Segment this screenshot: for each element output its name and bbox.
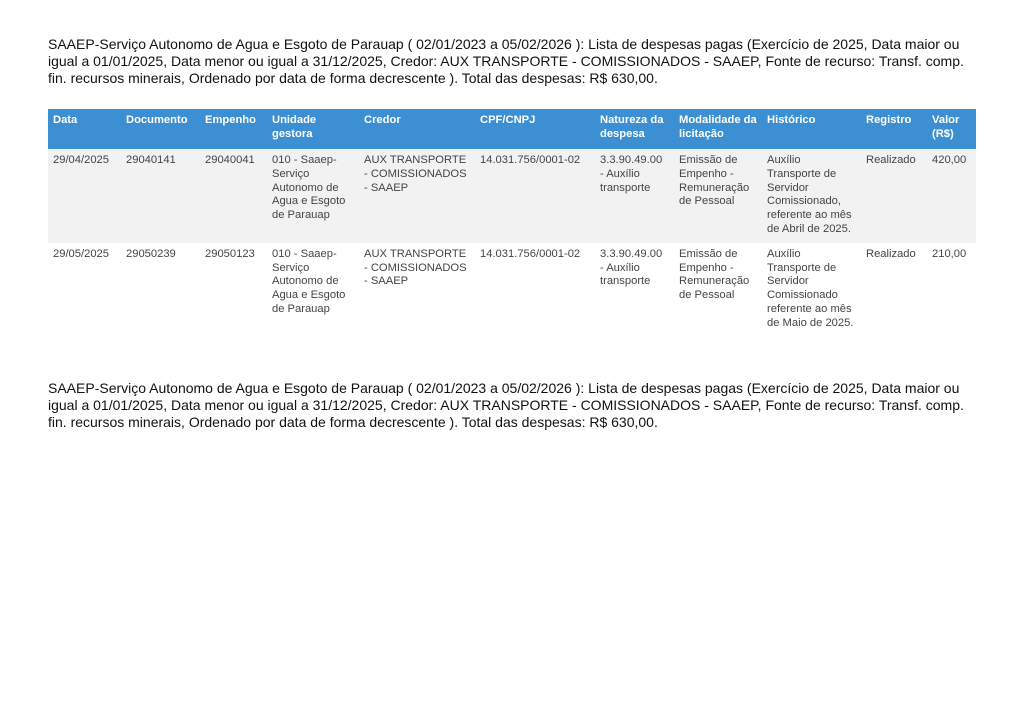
header-credor: Credor	[359, 109, 475, 149]
table-row	[48, 243, 976, 337]
cell-historico: Auxílio Transporte de Servidor Comissionado, referente ao mês de Abril de 2025.	[762, 149, 861, 243]
header-natureza: Natureza da despesa	[595, 109, 674, 149]
cell-unidade-gestora: 010 - Saaep-Serviço Autonomo de Agua e Esgoto de Parauap	[267, 243, 359, 337]
header-historico: Histórico	[762, 109, 861, 149]
expenses-table	[48, 109, 976, 337]
cell-documento: 29050239	[121, 243, 200, 337]
cell-modalidade: Emissão de Empenho - Remuneração de Pessoal	[674, 243, 762, 337]
header-empenho: Empenho	[200, 109, 267, 149]
cell-credor: AUX TRANSPORTE - COMISSIONADOS - SAAEP	[359, 243, 475, 337]
table-row	[48, 149, 976, 243]
cell-data: 29/05/2025	[48, 243, 121, 337]
cell-cpf-cnpj: 14.031.756/0001-02	[475, 243, 595, 337]
cell-documento: 29040141	[121, 149, 200, 243]
header-registro: Registro	[861, 109, 927, 149]
cell-historico: Auxílio Transporte de Servidor Comissionado referente ao mês de Maio de 2025.	[762, 243, 861, 337]
header-cpf-cnpj: CPF/CNPJ	[475, 109, 595, 149]
report-summary-bottom: SAAEP-Serviço Autonomo de Agua e Esgoto de Parauap ( 02/01/2023 a 05/02/2026 ): Lista de despesas pagas (Exercício de 2025, Data maior ou igual a 01/01/2025, Data menor ou igual a 31/12/2025, Credor: AUX TRANSPORTE - COMISSIONADOS - SAAEP, Fonte de recurso: Transf. comp. fin. recursos minerais, Ordenado por data de forma decrescente ). Total das despesas: R$ 630,00.	[48, 380, 964, 430]
cell-valor: 210,00	[927, 243, 976, 337]
header-valor: Valor (R$)	[927, 109, 976, 149]
cell-credor: AUX TRANSPORTE - COMISSIONADOS - SAAEP	[359, 149, 475, 243]
cell-cpf-cnpj: 14.031.756/0001-02	[475, 149, 595, 243]
cell-unidade-gestora: 010 - Saaep-Serviço Autonomo de Agua e Esgoto de Parauap	[267, 149, 359, 243]
cell-registro: Realizado	[861, 243, 927, 337]
report-summary-top: SAAEP-Serviço Autonomo de Agua e Esgoto de Parauap ( 02/01/2023 a 05/02/2026 ): Lista de despesas pagas (Exercício de 2025, Data maior ou igual a 01/01/2025, Data menor ou igual a 31/12/2025, Credor: AUX TRANSPORTE - COMISSIONADOS - SAAEP, Fonte de recurso: Transf. comp. fin. recursos minerais, Ordenado por data de forma decrescente ). Total das despesas: R$ 630,00.	[48, 36, 964, 86]
cell-natureza: 3.3.90.49.00 - Auxílio transporte	[595, 243, 674, 337]
cell-empenho: 29040041	[200, 149, 267, 243]
cell-valor: 420,00	[927, 149, 976, 243]
header-documento: Documento	[121, 109, 200, 149]
table-header-row	[48, 109, 976, 149]
cell-empenho: 29050123	[200, 243, 267, 337]
header-unidade-gestora: Unidade gestora	[267, 109, 359, 149]
header-data: Data	[48, 109, 121, 149]
cell-modalidade: Emissão de Empenho - Remuneração de Pessoal	[674, 149, 762, 243]
cell-data: 29/04/2025	[48, 149, 121, 243]
header-modalidade: Modalidade da licitação	[674, 109, 762, 149]
cell-natureza: 3.3.90.49.00 - Auxílio transporte	[595, 149, 674, 243]
cell-registro: Realizado	[861, 149, 927, 243]
